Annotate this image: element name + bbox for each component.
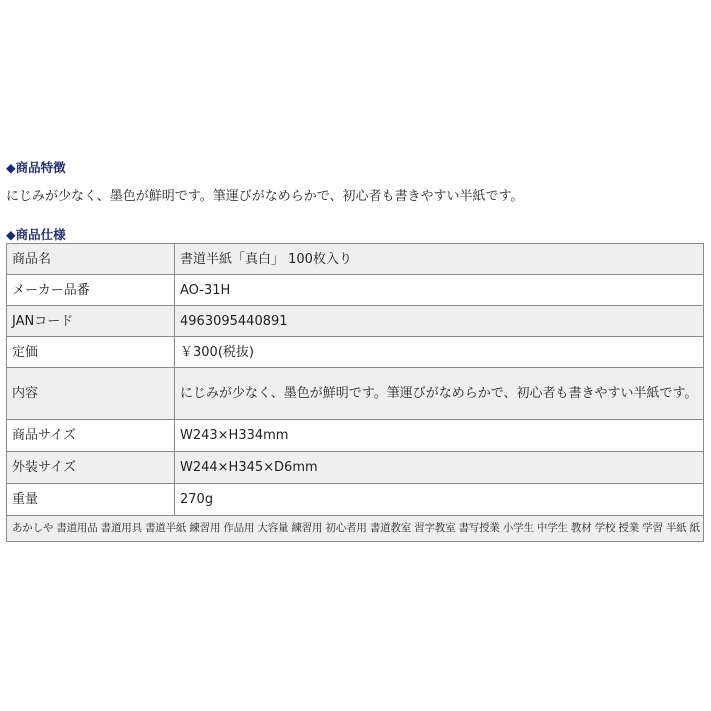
spec-value-product-name: 書道半紙「真白」 100枚入り (175, 244, 704, 275)
table-row (7, 337, 704, 368)
specs-heading: ◆商品仕様 (6, 227, 66, 242)
spec-label-weight: 重量 (7, 484, 175, 516)
spec-label-contents: 内容 (7, 368, 175, 420)
features-description: にじみが少なく、墨色が鮮明です。筆運びがなめらかで、初心者も書きやすい半紙です。 (6, 189, 524, 204)
table-row (7, 368, 704, 420)
table-row (7, 484, 704, 516)
search-tags: あかしや 書道用品 書道用具 書道半紙 練習用 作品用 大容量 練習用 初心者用 書道教室 習字教室 書写授業 小学生 中学生 教材 学校 授業 学習 半紙 紙 (7, 516, 704, 542)
spec-label-price: 定価 (7, 337, 175, 368)
spec-value-maker-code: AO-31H (175, 275, 704, 306)
spec-label-jan: JANコード (7, 306, 175, 337)
table-row (7, 306, 704, 337)
spec-label-product-size: 商品サイズ (7, 420, 175, 452)
table-row (7, 275, 704, 306)
table-row (7, 452, 704, 484)
spec-label-package-size: 外装サイズ (7, 452, 175, 484)
spec-value-package-size: W244×H345×D6mm (175, 452, 704, 484)
spec-label-maker-code: メーカー品番 (7, 275, 175, 306)
specs-table (6, 243, 704, 542)
spec-value-weight: 270g (175, 484, 704, 516)
spec-value-price: ￥300(税抜) (175, 337, 704, 368)
table-row (7, 516, 704, 542)
features-heading: ◆商品特徴 (6, 160, 66, 175)
table-row (7, 420, 704, 452)
spec-value-product-size: W243×H334mm (175, 420, 704, 452)
spec-label-product-name: 商品名 (7, 244, 175, 275)
spec-value-jan: 4963095440891 (175, 306, 704, 337)
table-row (7, 244, 704, 275)
spec-value-contents: にじみが少なく、墨色が鮮明です。筆運びがなめらかで、初心者も書きやすい半紙です。 (175, 368, 704, 420)
